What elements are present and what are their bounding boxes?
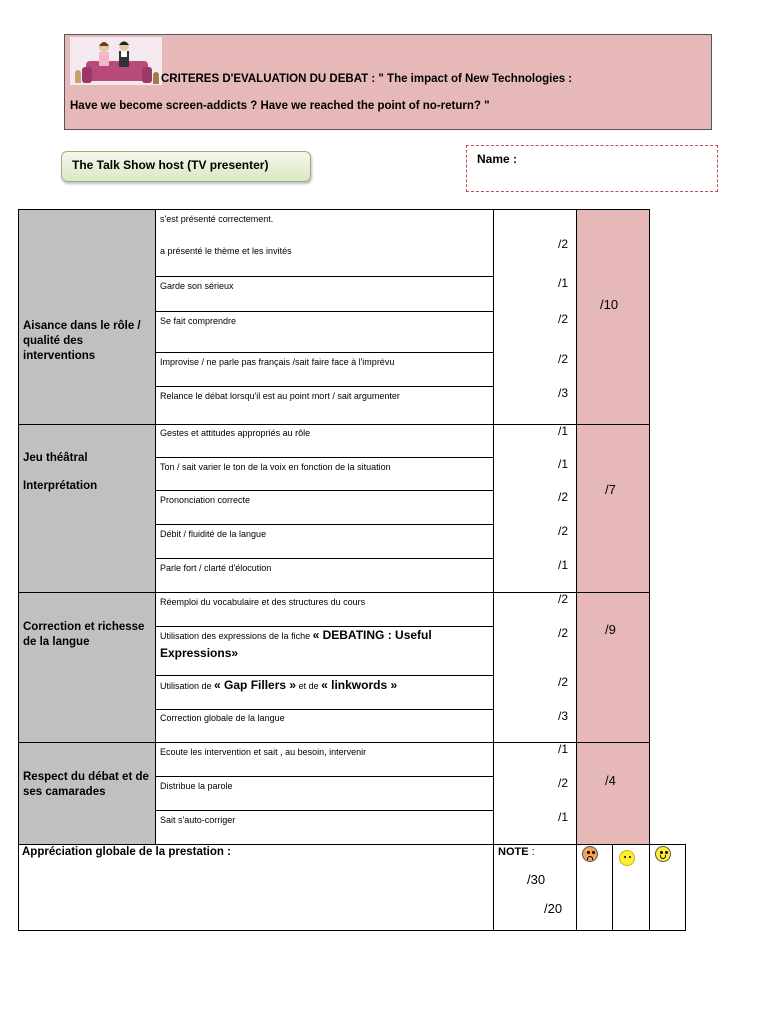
criterion-score: /2: [558, 237, 569, 251]
criterion-score: /2: [558, 352, 569, 366]
criterion-score: /1: [558, 810, 569, 824]
neutral-face-icon[interactable]: [619, 850, 635, 866]
banner-title-line-1: CRITERES D'EVALUATION DU DEBAT : " The impact of New Technologies :: [161, 73, 573, 85]
criterion-score: /1: [558, 742, 569, 756]
criterion-score: /1: [558, 457, 569, 471]
section-subtitle-jeu: Interprétation: [23, 480, 98, 492]
criterion-text: Se fait comprendre: [160, 316, 237, 326]
criterion-text-part: Utilisation de: [160, 681, 215, 691]
sad-face-icon[interactable]: [582, 846, 598, 862]
criterion-text: s'est présenté correctement.: [160, 214, 274, 224]
criteria-category-column: [18, 209, 155, 844]
criterion-score: /1: [558, 276, 569, 290]
criterion-text: Improvise / ne parle pas français /sait faire face à l'imprévu: [160, 357, 395, 367]
criterion-text: [160, 678, 397, 692]
criterion-text-continued: Expressions»: [160, 646, 239, 660]
score-out-of-20: /20: [544, 901, 563, 916]
overall-appreciation-label: Appréciation globale de la prestation :: [22, 846, 231, 858]
name-field[interactable]: [466, 145, 718, 192]
role-label: The Talk Show host (TV presenter): [61, 151, 311, 182]
criterion-score: /3: [558, 709, 569, 723]
criterion-text-part: et de: [296, 681, 322, 691]
note-label-colon: :: [531, 846, 535, 858]
section-total-jeu: /7: [605, 482, 616, 497]
criterion-text: Relance le débat lorsqu'il est au point mort / sait argumenter: [160, 391, 400, 401]
section-total-langue: /9: [605, 622, 616, 637]
criterion-score: /2: [558, 490, 569, 504]
section-title-aisance: Aisance dans le rôle / qualité des interventions: [23, 320, 141, 362]
criterion-text-part: Utilisation des expressions de la fiche: [160, 631, 313, 641]
criterion-text: Correction globale de la langue: [160, 713, 285, 723]
criterion-text: Ecoute les intervention et sait , au besoin, intervenir: [160, 747, 367, 757]
criterion-score: /2: [558, 675, 569, 689]
criterion-text: a présenté le thème et les invités: [160, 246, 292, 256]
criterion-score: /2: [558, 626, 569, 640]
criterion-score: /1: [558, 424, 569, 438]
linkwords-highlight: « linkwords »: [321, 678, 398, 692]
criterion-text: Ton / sait varier le ton de la voix en fonction de la situation: [160, 462, 391, 472]
title-banner: [64, 34, 712, 130]
criterion-text: Gestes et attitudes appropriés au rôle: [160, 428, 311, 438]
name-label: Name :: [477, 152, 518, 166]
section-total-aisance: /10: [600, 297, 619, 312]
note-label: [498, 846, 535, 858]
criterion-text: Débit / fluidité de la langue: [160, 529, 267, 539]
criterion-score: /2: [558, 776, 569, 790]
criterion-score: /2: [558, 312, 569, 326]
criterion-score: /1: [558, 558, 569, 572]
banner-title-line-2: Have we become screen-addicts ? Have we reached the point of no-return? ": [70, 100, 490, 112]
score-out-of-30: /30: [527, 872, 546, 887]
criterion-text: Sait s'auto-corriger: [160, 815, 236, 825]
section-title-langue: Correction et richesse de la langue: [23, 621, 145, 648]
criterion-text: Parle fort / clarté d'élocution: [160, 563, 272, 573]
section-title-jeu: Jeu théâtral: [23, 452, 88, 464]
criterion-text: Distribue la parole: [160, 781, 233, 791]
criterion-text: Garde son sérieux: [160, 281, 234, 291]
section-title-respect: Respect du débat et de ses camarades: [23, 771, 149, 798]
gap-fillers-highlight: « Gap Fillers »: [214, 678, 297, 692]
criterion-text: [160, 628, 432, 642]
criterion-text: Réemploi du vocabulaire et des structures du cours: [160, 597, 366, 607]
debating-expressions-highlight: « DEBATING : Useful: [312, 628, 432, 642]
criterion-score: /3: [558, 386, 569, 400]
happy-face-icon[interactable]: [655, 846, 671, 862]
note-label-text: NOTE: [498, 846, 529, 858]
criterion-score: /2: [558, 592, 569, 606]
criterion-score: /2: [558, 524, 569, 538]
talk-show-illustration: [70, 37, 162, 85]
section-total-respect: /4: [605, 773, 616, 788]
criterion-text: Prononciation correcte: [160, 495, 251, 505]
